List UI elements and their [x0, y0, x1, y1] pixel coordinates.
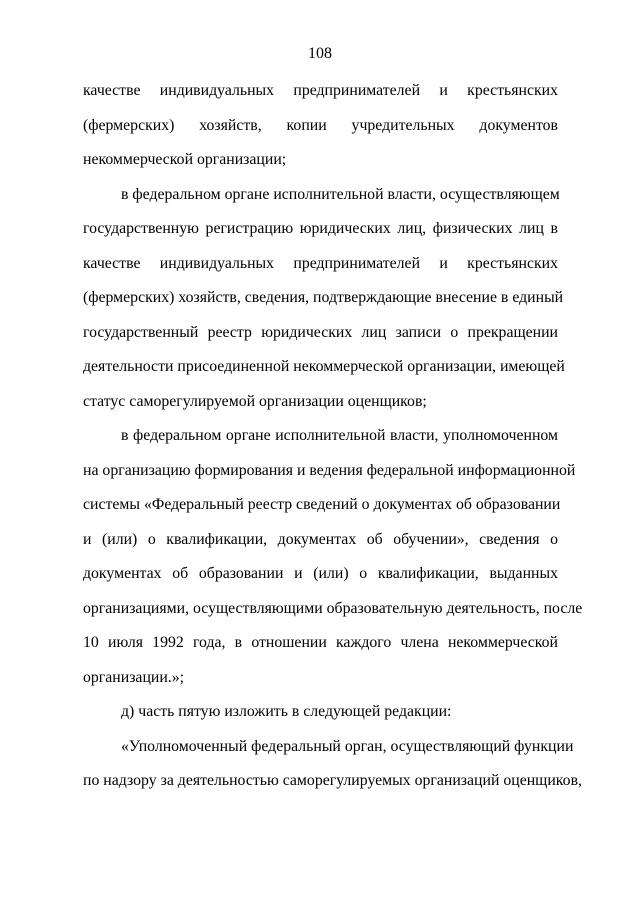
body-line: и (или) о квалификации, документах об обучении», сведения о [83, 530, 558, 548]
body-line: 10 июля 1992 года, в отношении каждого члена некоммерческой [83, 634, 558, 651]
body-line: организации.»; [83, 668, 185, 686]
body-line: документах об образовании и (или) о квалификации, выданных [83, 565, 558, 582]
body-line: некоммерческой организации; [83, 151, 287, 168]
paragraph-first-line: в федеральном органе исполнительной власти, уполномоченном [121, 427, 558, 444]
body-line: организациями, осуществляющими образовательную деятельность, после [83, 599, 583, 617]
document-body [83, 78, 583, 803]
body-line: государственную регистрацию юридических лиц, физических лиц в [83, 220, 558, 237]
body-line: по надзору за деятельностью саморегулируемых организаций оценщиков, [83, 772, 582, 789]
body-line: на организацию формирования и ведения федеральной информационной [83, 461, 576, 479]
paragraph-first-line: в федеральном органе исполнительной власти, осуществляющем [121, 185, 560, 203]
body-line: качестве индивидуальных предпринимателей и крестьянских [83, 254, 558, 272]
body-line: (фермерских) хозяйств, копии учредительных документов [83, 116, 558, 134]
body-line: статус саморегулируемой организации оценщиков; [83, 392, 427, 410]
page-number: 108 [308, 45, 332, 62]
body-line: государственный реестр юридических лиц записи о прекращении [83, 323, 558, 341]
body-line: (фермерских) хозяйств, сведения, подтверждающие внесение в единый [83, 289, 564, 306]
body-line: деятельности присоединенной некоммерческой организации, имеющей [83, 358, 565, 375]
paragraph-first-line: д) часть пятую изложить в следующей редакции: [121, 703, 452, 720]
paragraph-first-line: «Уполномоченный федеральный орган, осуществляющий функции [121, 737, 574, 755]
body-line: качестве индивидуальных предпринимателей и крестьянских [83, 82, 558, 99]
body-line: системы «Федеральный реестр сведений о документах об образовании [83, 496, 561, 513]
